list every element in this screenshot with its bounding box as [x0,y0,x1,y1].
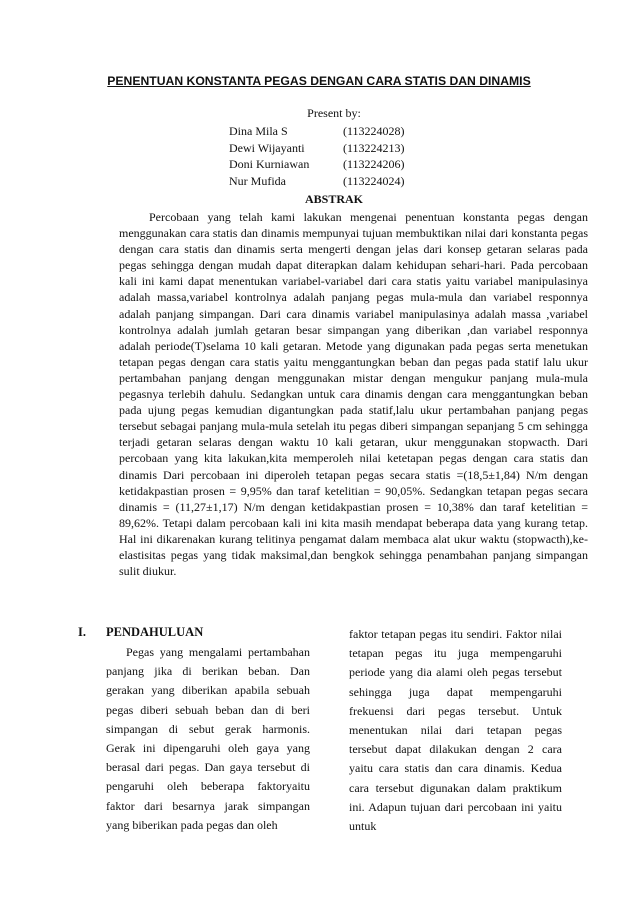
author-name: Doni Kurniawan [229,157,310,172]
author-id: (113224213) [343,140,405,155]
intro-right-text: faktor tetapan pegas itu sendiri. Faktor nilai tetapan pegas itu juga mempengaruhi periode yang dia alami oleh pegas tersebut sehingga juga dapat mempengaruhi frekuensi dari pegas tersebut. Untuk menentukan nilai dari tetapan pegas tersebut dapat dilakukan dengan 2 cara yaitu cara statis dan cara dinamis. Kedua cara tersebut digunakan dalam praktikum ini. Adapun tujuan dari percobaan ini yaitu untuk [349,627,562,834]
author-list [229,123,405,190]
section-number: I. [78,625,86,639]
section-title: PENDAHULUAN [106,625,204,639]
author-id: (113224028) [343,124,405,138]
author-name: Dewi Wijayanti [229,140,305,155]
author-row [229,156,405,173]
intro-left-column [106,643,310,835]
author-name: Dina Mila S [229,124,288,138]
abstract-text: Percobaan yang telah kami lakukan mengenai penentuan konstanta pegas dengan menggunakan cara statis dan dinamis mempunyai tujuan membuktikan nilai dari konstanta pegas dengan cara statis dan dinamis serta mengerti dengan jelas dari konsep getaran selaras pada pegas sehingga dengan mudah dapat diterapkan dalam kehidupan sehari-hari. Pada percobaan kali ini kami dapat menentukan variabel-variabel dari cara statis yaitu variabel manipulasinya adalah massa,variabel kontrolnya adalah panjang pegas mula-mula dan variabel responnya adalah panjang simpangan. Dari cara dinamis variabel manipulasinya adalah massa ,variabel kontrolnya adalah jumlah getaran besar simpangan yang diberikan ,dan variabel responnya adalah periode(T)selama 10 kali getaran. Metode yang digunakan pada pegas serta menetukan tetapan pegas dengan cara statis yaitu menggantungkan beban dan pegas pada statif lalu ukur pertambahan panjang dengan menggunakan mistar dengan mengukur panjang mula-mula pegasnya terlebih dahulu. Sedangkan untuk cara dinamis dengan cara menggantungkan beban pada ujung pegas kemudian digantungkan pada statif,lalu ukur pertambahan panjang pegas tersebut sebagai panjang mula-mula setelah itu pegas diberi simpangan sepanjang 5 cm sehingga terjadi getaran selaras dengan waktu 10 kali getaran, ukur menggunakan stopwacth. Dari percobaan yang kita lakukan,kita memperoleh nilai ketetapan pegas dengan cara statis dan dinamis Dari percobaan ini diperoleh tetapan pegas secara statis =(18,5±1,84) N/m dengan ketidakpastian prosen = 9,95% dan taraf ketelitian = 90,05%. Sedangkan tetapan pegas secara dinamis = (11,27±1,17) N/m dengan ketidakpastian prosen = 10,38% dan taraf ketelitian = 89,62%. Tetapi dalam percobaan kali ini kita masih mendapat beberapa data yang kurang tetap. Hal ini dikarenakan kurang telitinya pengamat dalam membaca alat ukur waktu (stopwacth),ke-elastisitas pegas yang tidak maksimal,dan bengkok sehingga penambahan panjang simpangan sulit diukur. [119,210,588,579]
author-row [229,140,405,157]
intro-left-text: Pegas yang mengalami pertambahan panjang jika di berikan beban. Dan gerakan yang diberikan apabila sebuah pegas diberi sebuah beban dan di beri simpangan di sebut gerak harmonis. Gerak ini dipengaruhi oleh gaya yang berasal dari pegas. Dan gaya tersebut di pengaruhi oleh beberapa faktoryaitu faktor dari besarnya jarak simpangan yang biberikan pada pegas dan oleh [106,645,310,832]
abstract-body [119,209,588,579]
author-id: (113224206) [343,157,405,172]
present-by-label: Present by: [307,106,361,120]
intro-right-column [349,625,562,836]
author-row [229,123,405,140]
paper-title: PENENTUAN KONSTANTA PEGAS DENGAN CARA STATIS DAN DINAMIS [107,74,531,88]
author-name: Nur Mufida [229,174,286,189]
abstract-heading: ABSTRAK [304,192,363,206]
author-id: (113224024) [343,174,405,189]
author-row [229,173,405,190]
